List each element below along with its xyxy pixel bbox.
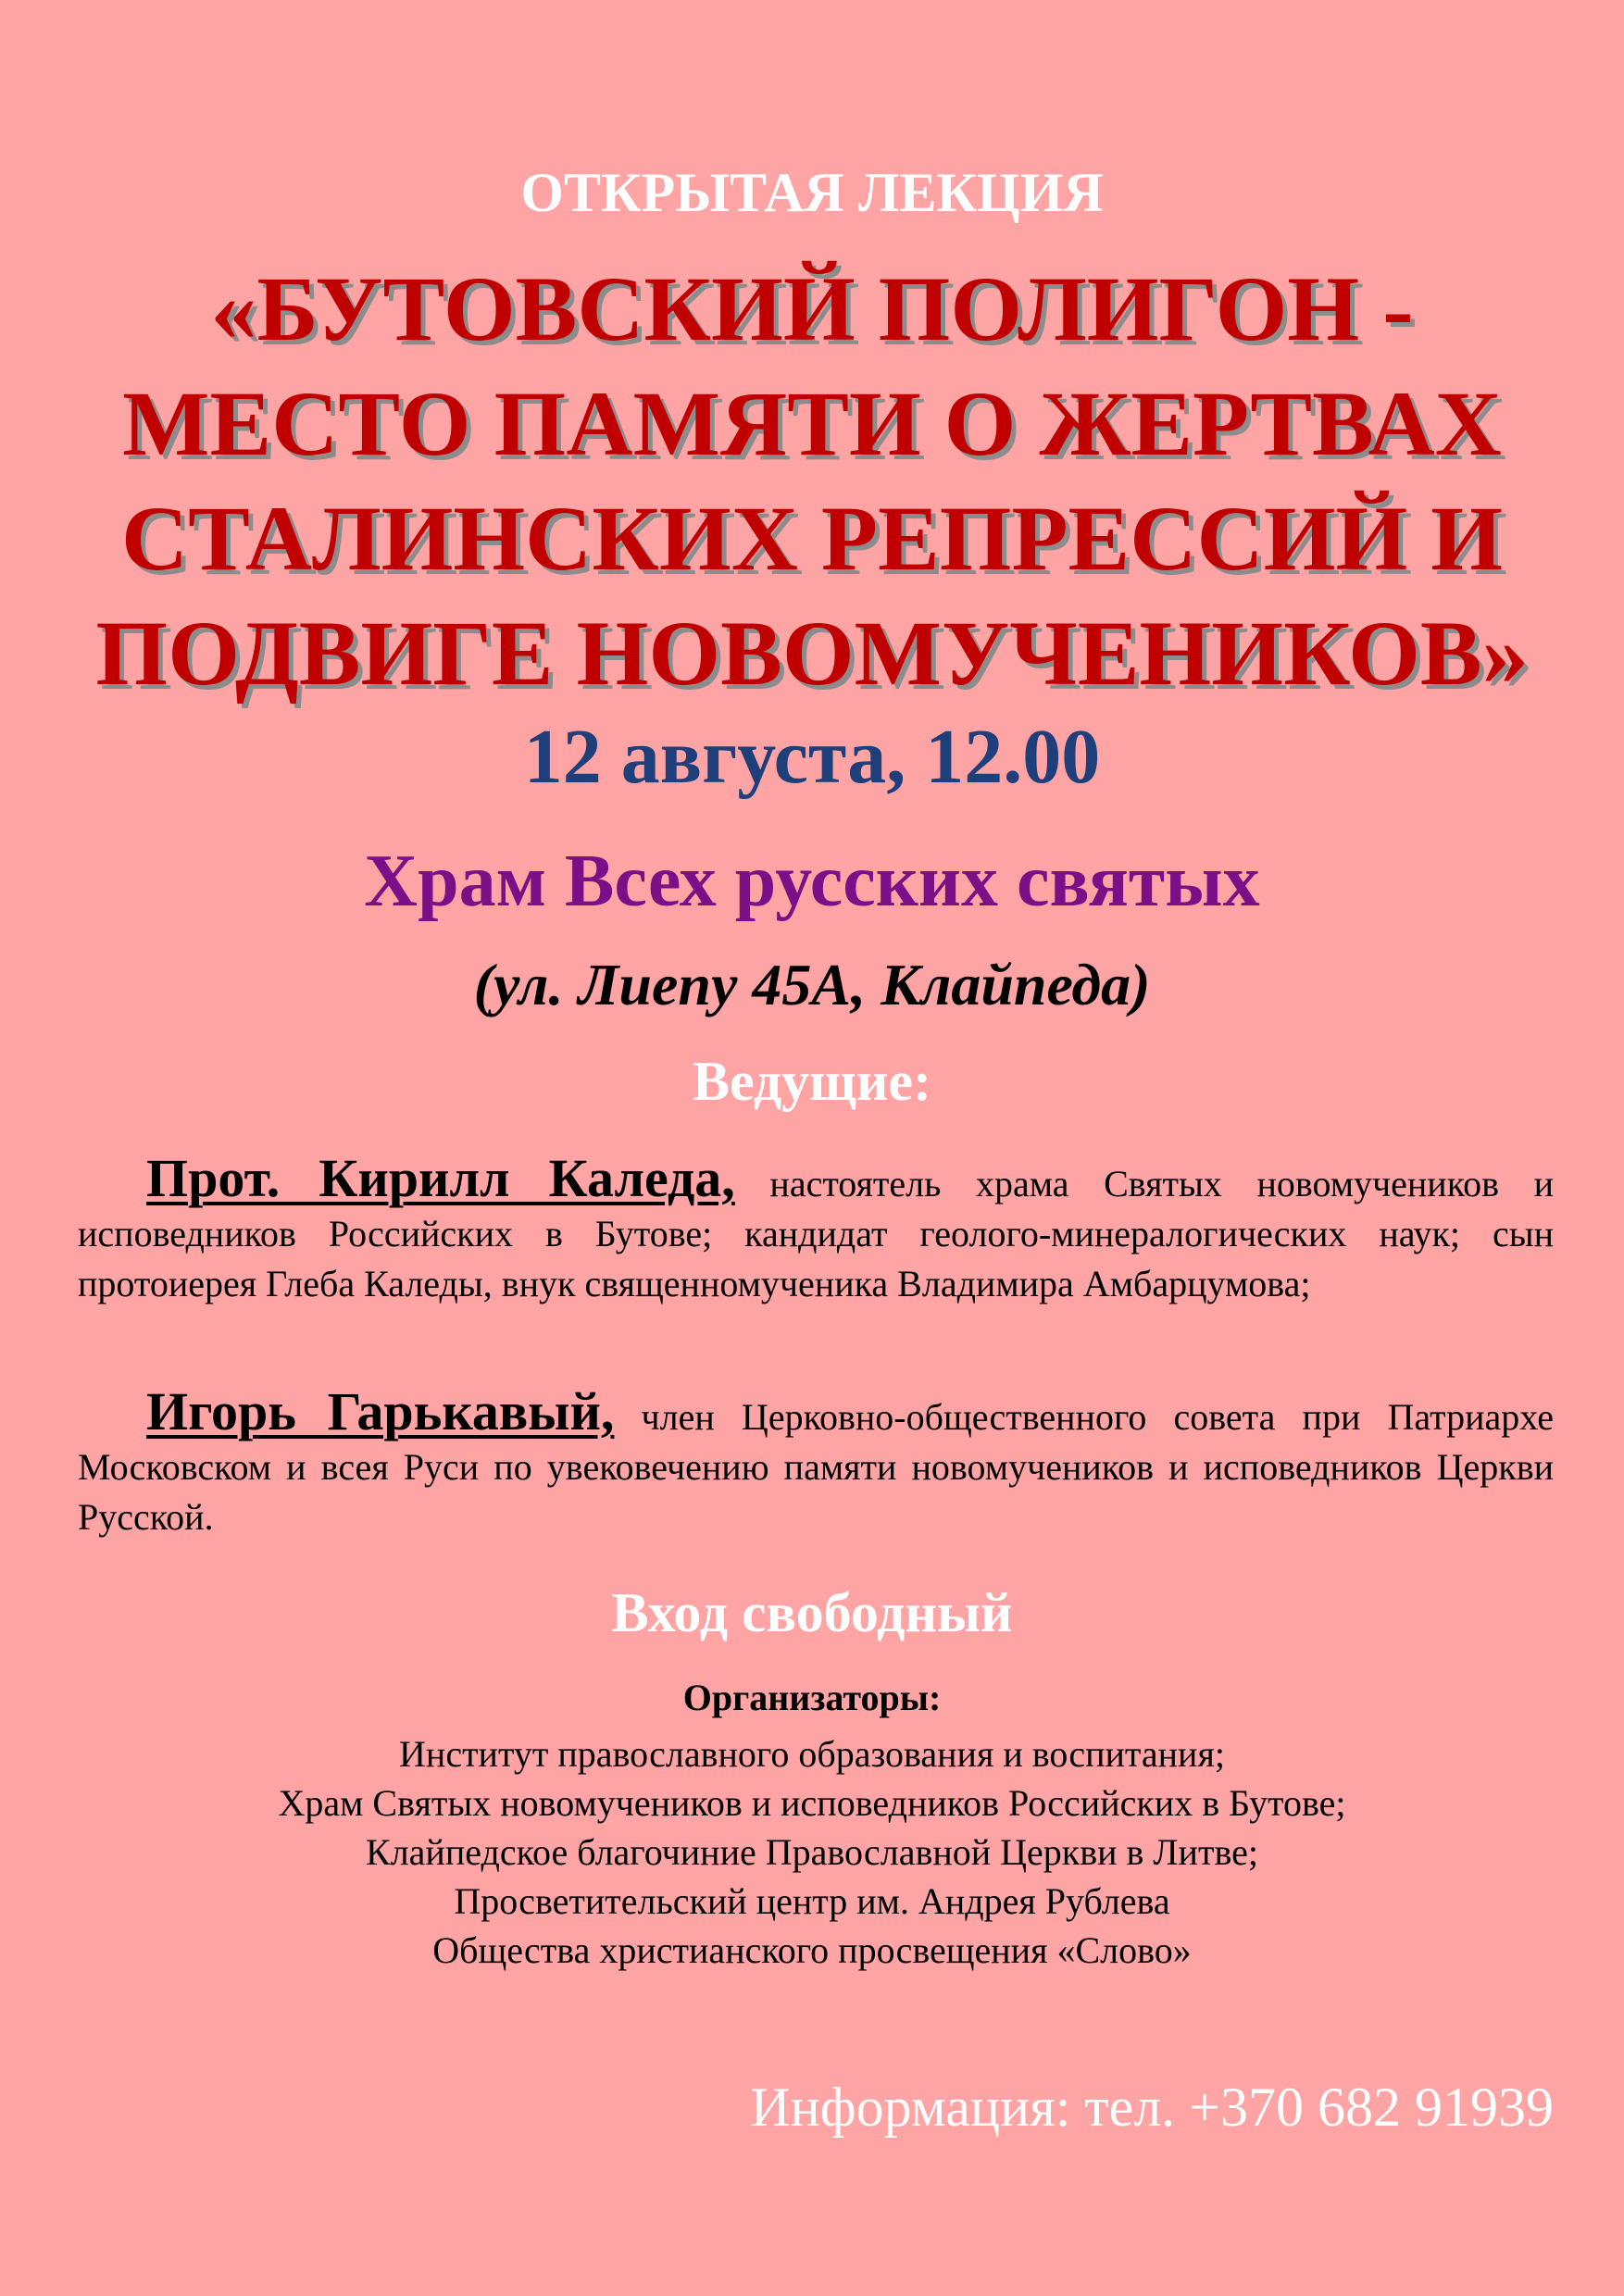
host-entry: [78, 1381, 1554, 1542]
host-description: настоятель храма Святых новомучеников и исповедников Российских в Бутове; кандидат геолого-минералогических наук; сын протоиерея Глеба Каледы, внук священномученика Владимира Амбарцумова;: [78, 1163, 1555, 1304]
organizer-item: Институт православного образования и воспитания;: [399, 1733, 1225, 1775]
lecture-kicker: ОТКРЫТАЯ ЛЕКЦИЯ: [520, 162, 1104, 223]
organizers-list: [0, 1729, 1624, 1975]
organizer-item: Клайпедское благочиние Православной Церкви в Литве;: [366, 1831, 1258, 1873]
event-venue: Храм Всех русских святых: [364, 841, 1260, 922]
title-line: ПОДВИГЕ НОВОМУЧЕНИКОВ»: [95, 602, 1529, 705]
host-name: Прот. Кирилл Каледа,: [146, 1148, 735, 1208]
contact-info: Информация: тел. +370 682 91939: [750, 2077, 1554, 2138]
organizer-item: Общества христианского просвещения «Слово»: [432, 1929, 1192, 1971]
title-line: МЕСТО ПАМЯТИ О ЖЕРТВАХ: [122, 372, 1502, 475]
organizer-item: Просветительский центр им. Андрея Рублева: [454, 1880, 1170, 1922]
hosts-heading: Ведущие:: [692, 1051, 932, 1112]
organizers-heading: Организаторы:: [682, 1677, 942, 1718]
host-entry: [78, 1148, 1555, 1309]
lecture-title: [0, 252, 1624, 711]
title-line: «БУТОВСКИЙ ПОЛИГОН -: [210, 257, 1414, 360]
event-address: (ул. Лиепу 45А, Клайпеда): [473, 952, 1151, 1017]
title-line: СТАЛИНСКИХ РЕПРЕССИЙ И: [120, 487, 1504, 590]
organizer-item: Храм Святых новомучеников и исповедников Российских в Бутове;: [278, 1782, 1346, 1824]
admission-note: Вход свободный: [611, 1582, 1013, 1643]
event-date-time: 12 августа, 12.00: [523, 714, 1101, 800]
host-name: Игорь Гарькавый,: [146, 1381, 615, 1441]
host-description: член Церковно-общественного совета при Патриархе Московском и всея Руси по увековечению памяти новомучеников и исповедников Церкви Русской.: [78, 1396, 1554, 1538]
